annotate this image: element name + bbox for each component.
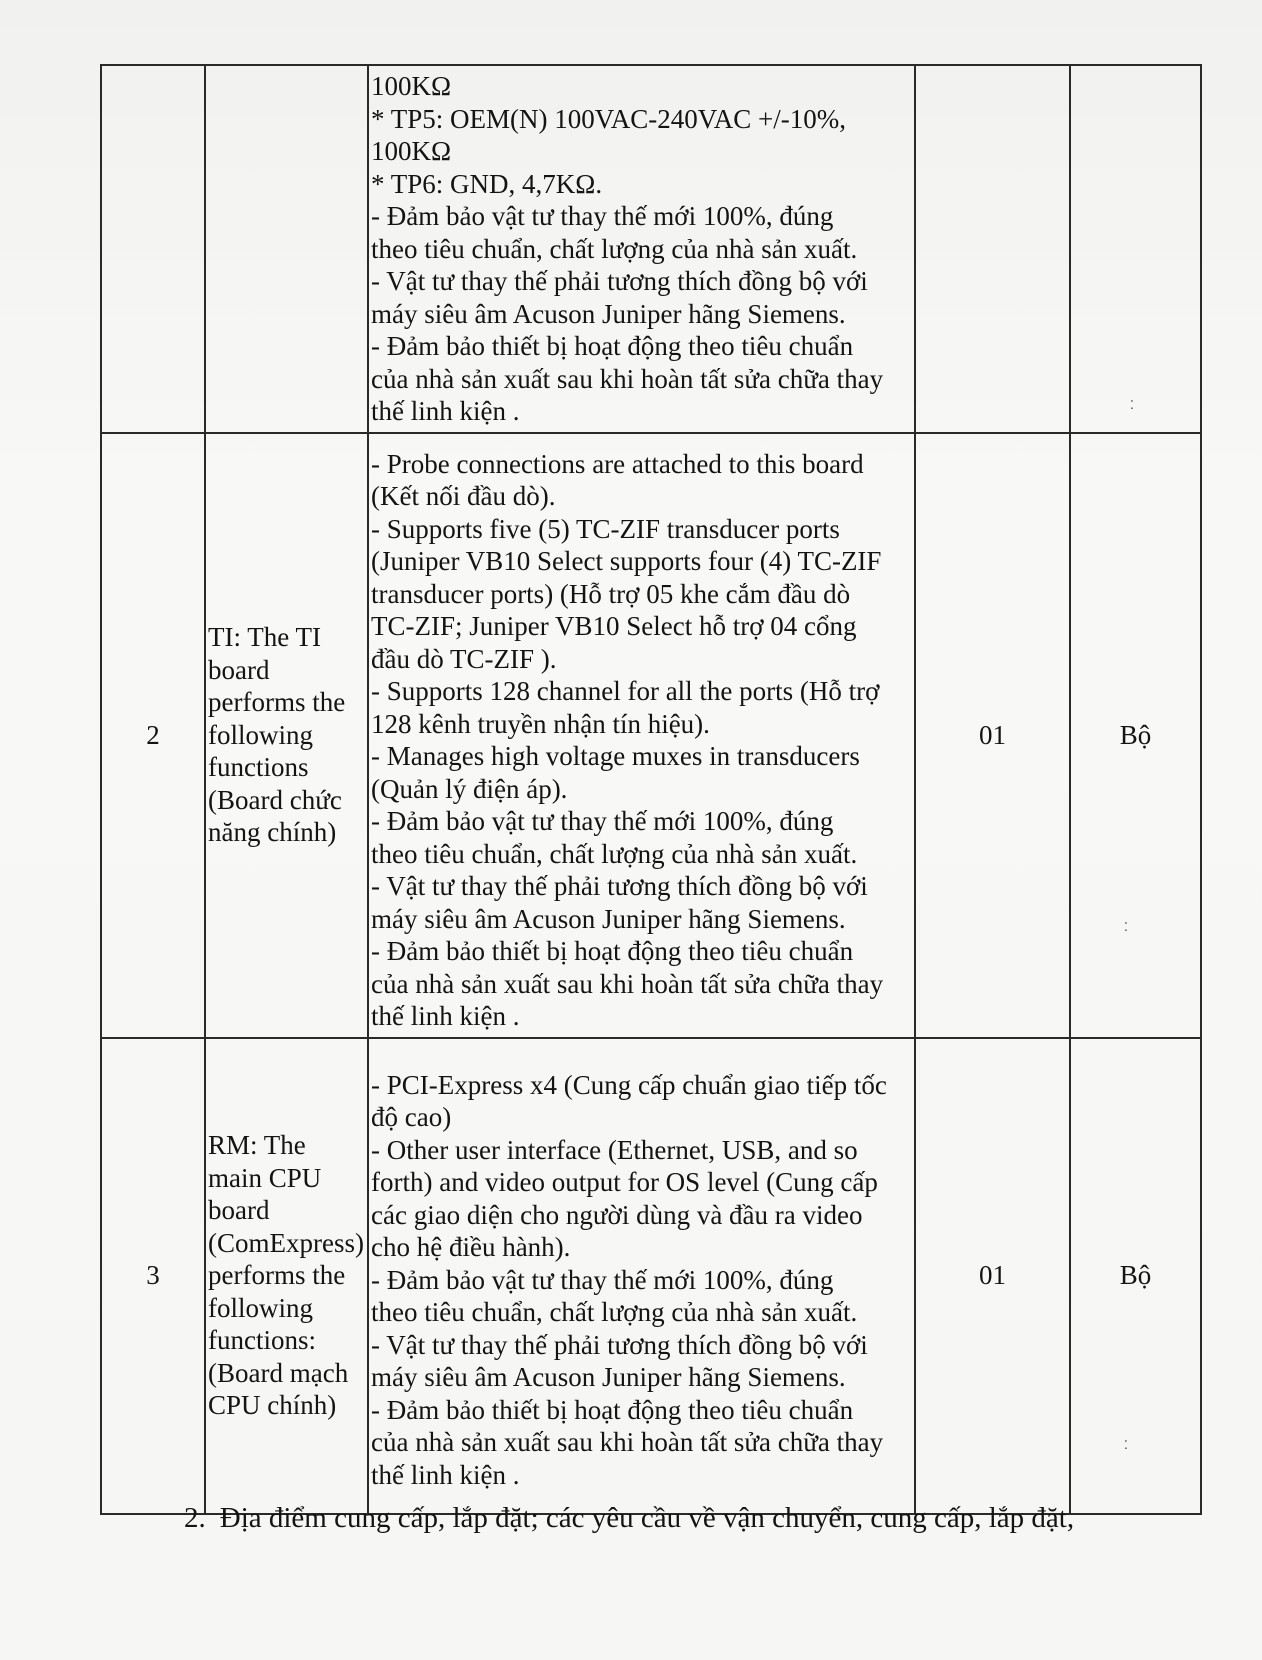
desc-line: thế linh kiện . (371, 1459, 520, 1490)
desc-line: cho hệ điều hành). (371, 1232, 571, 1262)
desc-line: các giao diện cho người dùng và đầu ra video (371, 1199, 863, 1230)
scan-mark: ⁚ (1130, 398, 1134, 412)
desc-line: theo tiêu chuẩn, chất lượng của nhà sản xuất. (371, 1297, 858, 1327)
name-line: năng chính) (208, 817, 337, 848)
desc-line: (Quản lý điện áp). (371, 773, 568, 804)
desc-line: thế linh kiện . (371, 396, 520, 426)
section-number: 2. (184, 1502, 206, 1534)
quantity: 01 (915, 433, 1070, 1038)
desc-line: máy siêu âm Acuson Juniper hãng Siemens. (371, 1362, 846, 1392)
row-number (101, 65, 205, 433)
desc-line: - Đảm bảo thiết bị hoạt động theo tiêu chuẩn (371, 1394, 854, 1425)
desc-line: - Vật tư thay thế phải tương thích đồng bộ với (371, 266, 868, 296)
scan-mark: ⁚ (1124, 1438, 1128, 1452)
section-title: Địa điểm cung cấp, lắp đặt; các yêu cầu về vận chuyển, cung cấp, lắp đặt, (219, 1502, 1075, 1534)
desc-line: * TP5: OEM(N) 100VAC-240VAC +/-10%, (371, 103, 847, 134)
name-line: performs the (208, 1260, 346, 1291)
desc-line: transducer ports) (Hỗ trợ 05 khe cắm đầu dò (371, 578, 851, 609)
desc-line: theo tiêu chuẩn, chất lượng của nhà sản xuất. (371, 233, 858, 264)
desc-line: - Vật tư thay thế phải tương thích đồng bộ với (371, 1329, 868, 1360)
name-line: functions (208, 752, 309, 783)
quantity (915, 65, 1070, 433)
desc-line: - Probe connections are attached to this board (371, 448, 864, 479)
desc-line: (Juniper VB10 Select supports four (4) TC-ZIF (371, 546, 882, 576)
name-line: TI: The TI (208, 622, 321, 653)
desc-line: theo tiêu chuẩn, chất lượng của nhà sản xuất. (371, 838, 858, 869)
unit (1070, 65, 1201, 433)
row-number: 2 (101, 433, 205, 1038)
desc-line: - Other user interface (Ethernet, USB, and so (371, 1134, 858, 1165)
desc-line: - Đảm bảo thiết bị hoạt động theo tiêu chuẩn (371, 331, 854, 361)
desc-line: đầu dò TC-ZIF ). (371, 643, 557, 674)
desc-line: của nhà sản xuất sau khi hoàn tất sửa chữa thay (371, 363, 884, 394)
desc-line: độ cao) (371, 1102, 452, 1132)
spec-table (100, 64, 1202, 1515)
desc-line: của nhà sản xuất sau khi hoàn tất sửa chữa thay (371, 968, 884, 999)
desc-line: thế linh kiện . (371, 1001, 520, 1031)
name-line: (Board chức (208, 784, 342, 815)
unit: Bộ (1070, 433, 1201, 1038)
desc-line: máy siêu âm Acuson Juniper hãng Siemens. (371, 903, 846, 934)
scan-mark: ⁚ (1124, 920, 1128, 934)
name-line: following (208, 719, 313, 750)
quantity: 01 (915, 1038, 1070, 1514)
table-row (101, 433, 1201, 1038)
desc-line: - Đảm bảo vật tư thay thế mới 100%, đúng (371, 201, 834, 231)
name-line: RM: The (208, 1130, 306, 1161)
desc-line: - Đảm bảo thiết bị hoạt động theo tiêu chuẩn (371, 936, 854, 966)
table-row (101, 1038, 1201, 1514)
name-line: board (208, 654, 270, 685)
section-heading (184, 1502, 1074, 1535)
name-line: following (208, 1292, 313, 1323)
desc-line: - Supports five (5) TC-ZIF transducer ports (371, 513, 840, 544)
table-row (101, 65, 1201, 433)
desc-line: * TP6: GND, 4,7KΩ. (371, 168, 603, 199)
item-name (205, 1038, 368, 1514)
item-name (205, 433, 368, 1038)
desc-line: - Đảm bảo vật tư thay thế mới 100%, đúng (371, 1264, 834, 1295)
name-line: main CPU (208, 1162, 322, 1193)
desc-line: - PCI-Express x4 (Cung cấp chuẩn giao tiếp tốc (371, 1069, 887, 1100)
name-line: performs the (208, 687, 346, 718)
unit: Bộ (1070, 1038, 1201, 1514)
desc-line: 100KΩ (371, 136, 452, 166)
name-line: (Board mạch (208, 1357, 349, 1388)
name-line: board (208, 1195, 270, 1226)
desc-line: TC-ZIF; Juniper VB10 Select hỗ trợ 04 cổng (371, 611, 857, 641)
item-description (368, 65, 915, 433)
desc-line: 128 kênh truyền nhận tín hiệu). (371, 708, 710, 739)
desc-line: - Supports 128 channel for all the ports (Hỗ trợ (371, 676, 880, 706)
row-number: 3 (101, 1038, 205, 1514)
desc-line: (Kết nối đầu dò). (371, 481, 556, 511)
desc-line: của nhà sản xuất sau khi hoàn tất sửa chữa thay (371, 1427, 884, 1457)
item-description (368, 433, 915, 1038)
desc-line: forth) and video output for OS level (Cung cấp (371, 1167, 878, 1197)
desc-line: - Đảm bảo vật tư thay thế mới 100%, đúng (371, 806, 834, 836)
name-line: (ComExpress) (208, 1227, 364, 1258)
desc-line: - Manages high voltage muxes in transducers (371, 741, 860, 771)
desc-line: - Vật tư thay thế phải tương thích đồng bộ với (371, 871, 868, 901)
desc-line: 100KΩ (371, 71, 452, 101)
item-description (368, 1038, 915, 1514)
name-line: CPU chính) (208, 1390, 337, 1421)
name-line: functions: (208, 1325, 316, 1356)
desc-line: máy siêu âm Acuson Juniper hãng Siemens. (371, 298, 846, 329)
item-name (205, 65, 368, 433)
